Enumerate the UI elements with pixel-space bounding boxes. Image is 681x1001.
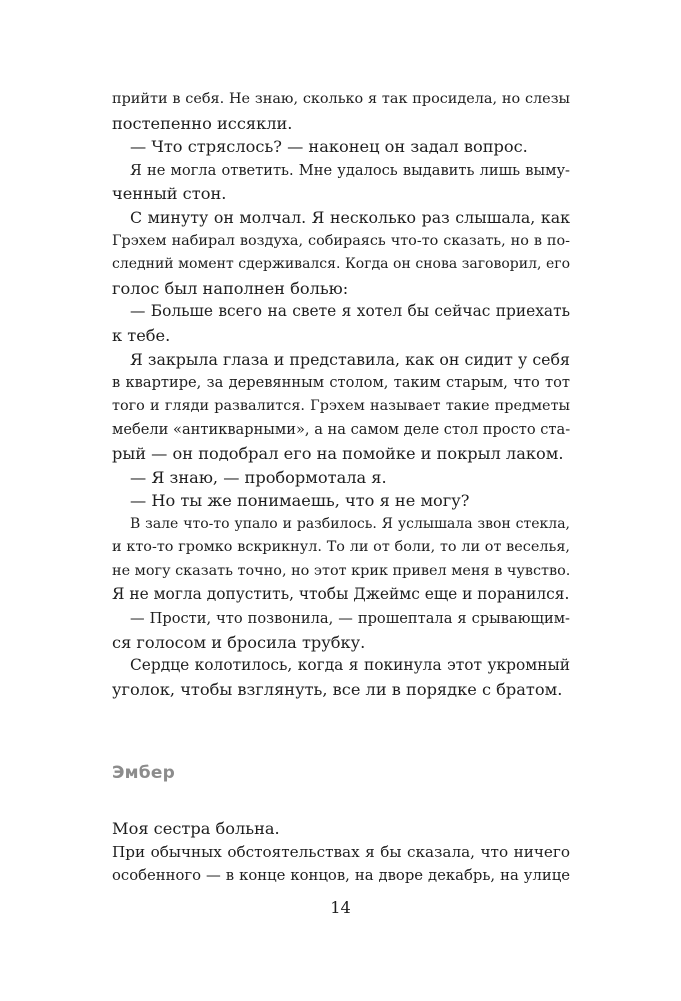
text-line: постепенно иссякли. [112, 113, 293, 133]
text-line: и кто-то громко вскрикнул. То ли от боли, то ли от веселья, [112, 539, 570, 556]
text-line: к тебе. [112, 325, 171, 345]
text-line: уголок, чтобы взглянуть, все ли в порядке с братом. [112, 679, 563, 699]
text-line: — Прости, что позвонила, — прошептала я срывающим- [130, 610, 570, 628]
text-line: ся голосом и бросила трубку. [112, 632, 366, 652]
text-line: Я не могла ответить. Мне удалось выдавить лишь выму- [130, 161, 570, 179]
body-text-section-1 [112, 88, 570, 701]
text-line: Сердце колотилось, когда я покинула этот укромный [130, 656, 570, 675]
text-line: мебели «антикварными», а на самом деле стол просто ста- [112, 421, 571, 439]
text-line: голос был наполнен болью: [112, 278, 349, 298]
text-line: Я не могла допустить, чтобы Джеймс еще и поранился. [112, 585, 570, 604]
text-line: ченный стон. [112, 184, 227, 204]
text-line: Я закрыла глаза и представила, как он сидит у себя [130, 349, 570, 369]
text-line: следний момент сдерживался. Когда он снова заговорил, его [112, 256, 570, 273]
text-line: Моя сестра больна. [112, 819, 280, 838]
text-line: — Что стряслось? — наконец он задал вопрос. [130, 137, 528, 157]
text-line: прийти в себя. Не знаю, сколько я так просидела, но слезы [112, 91, 570, 107]
text-line: рый — он подобрал его на помойке и покрыл лаком. [112, 443, 564, 463]
text-line: не могу сказать точно, но этот крик привел меня в чувство. [112, 562, 571, 579]
text-line: — Я знаю, — пробормотала я. [130, 467, 387, 487]
body-text-section-2 [112, 817, 570, 888]
text-line: особенного — в конце концов, на дворе декабрь, на улице [112, 867, 570, 885]
text-line: того и гляди развалится. Грэхем называет такие предметы [112, 397, 570, 414]
chapter-heading: Эмбер [112, 763, 175, 783]
text-line: — Больше всего на свете я хотел бы сейчас приехать [130, 302, 570, 321]
text-line: в квартире, за деревянным столом, таким старым, что тот [112, 374, 570, 392]
text-line: Грэхем набирал воздуха, собираясь что-то сказать, но в по- [112, 232, 570, 249]
page-number: 14 [330, 898, 351, 917]
text-line: В зале что-то упало и разбилось. Я услышала звон стекла, [130, 515, 570, 532]
text-line: При обычных обстоятельствах я бы сказала, что ничего [112, 842, 570, 861]
text-line: — Но ты же понимаешь, что я не могу? [130, 491, 470, 511]
text-line: С минуту он молчал. Я несколько раз слышала, как [130, 207, 570, 227]
